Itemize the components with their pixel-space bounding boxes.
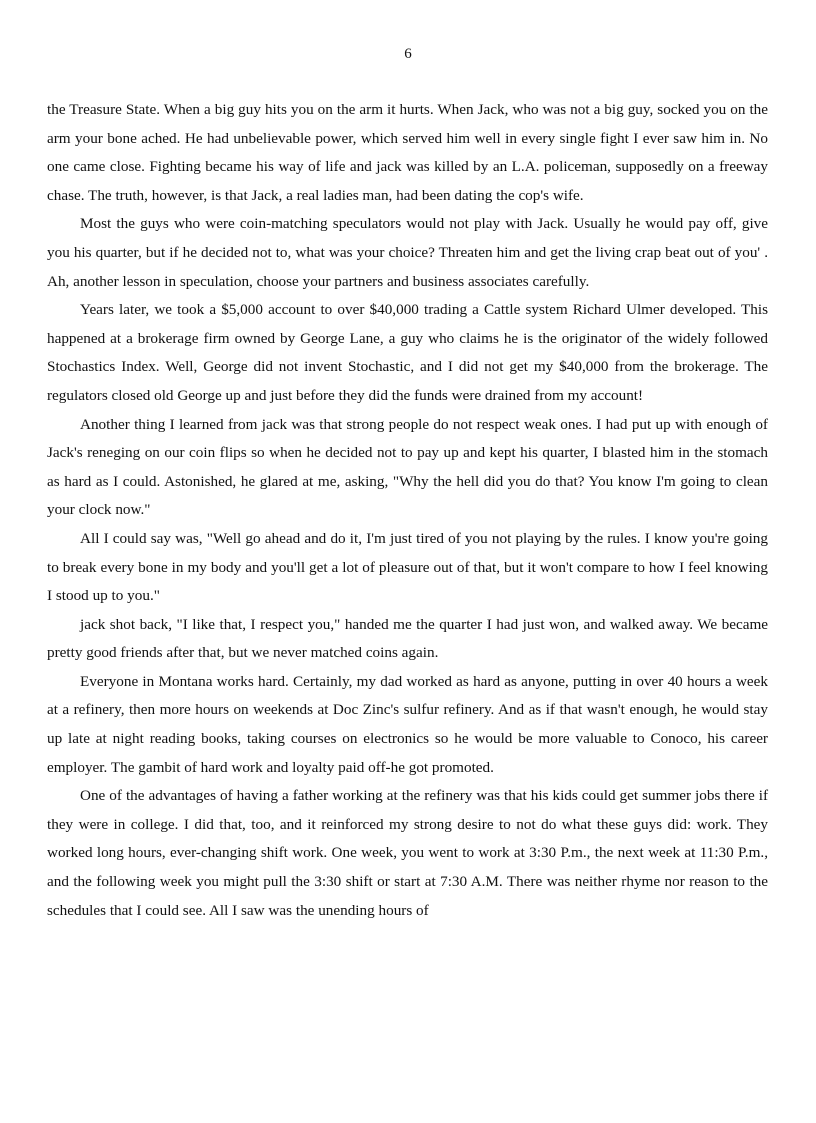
paragraph-4: Another thing I learned from jack was that strong people do not respect weak ones. I had put up with enough of Jack's reneging on our coin flips so when he decided not to pay up and kept his quarter, I blasted him in the stomach as hard as I could. Astonished, he glared at me, asking, "Why the hell did you do that? You know I'm going to clean your clock now." xyxy=(47,415,768,519)
paragraph-5: All I could say was, "Well go ahead and do it, I'm just tired of you not playing by the rules. I know you're going to break every bone in my body and you'll get a lot of pleasure out of that, but it won't compare to how I feel knowing I stood up to you." xyxy=(47,529,768,605)
paragraph-1: the Treasure State. When a big guy hits you on the arm it hurts. When Jack, who was not a big guy, socked you on the arm your bone ached. He had unbelievable power, which served him well in every single fight I ever saw him in. No one came close. Fighting became his way of life and jack was killed by an L.A. policeman, supposedly on a freeway chase. The truth, however, is that Jack, a real ladies man, had been dating the cop's wife. xyxy=(47,101,768,204)
paragraph-7: Everyone in Montana works hard. Certainly, my dad worked as hard as anyone, putting in over 40 hours a week at a refinery, then more hours on weekends at Doc Zinc's sulfur refinery. And as if that wasn't enough, he would stay up late at night reading books, taking courses on electronics so he would be more valuable to Conoco, his career employer. The gambit of hard work and loyalty paid off-he got promoted. xyxy=(47,672,768,776)
paragraph-8: One of the advantages of having a father working at the refinery was that his kids could get summer jobs there if they were in college. I did that, too, and it reinforced my strong desire to not do what these guys did: work. They worked long hours, ever-changing shift work. One week, you went to work at 3:30 P.m., the next week at 11:30 P.m., and the following week you might pull the 3:30 shift or start at 7:30 A.M. There was neither rhyme nor reason to the schedules that I could see. All I saw was the unending hours of xyxy=(47,787,768,919)
page-number: 6 xyxy=(404,46,412,62)
paragraph-2: Most the guys who were coin-matching speculators would not play with Jack. Usually he would pay off, give you his quarter, but if he decided not to, what was your choice? Threaten him and get the living crap beat out of you' . Ah, another lesson in speculation, choose your partners and business associates carefully. xyxy=(47,215,768,290)
body-text xyxy=(47,96,768,925)
paragraph-6: jack shot back, "I like that, I respect you," handed me the quarter I had just won, and walked away. We became pretty good friends after that, but we never matched coins again. xyxy=(47,615,768,662)
paragraph-3: Years later, we took a $5,000 account to over $40,000 trading a Cattle system Richard Ulmer developed. This happened at a brokerage firm owned by George Lane, a guy who claims he is the originator of the widely followed Stochastics Index. Well, George did not invent Stochastic, and I did not get my $40,000 from the brokerage. The regulators closed old George up and just before they did the funds were drained from my account! xyxy=(47,301,768,404)
